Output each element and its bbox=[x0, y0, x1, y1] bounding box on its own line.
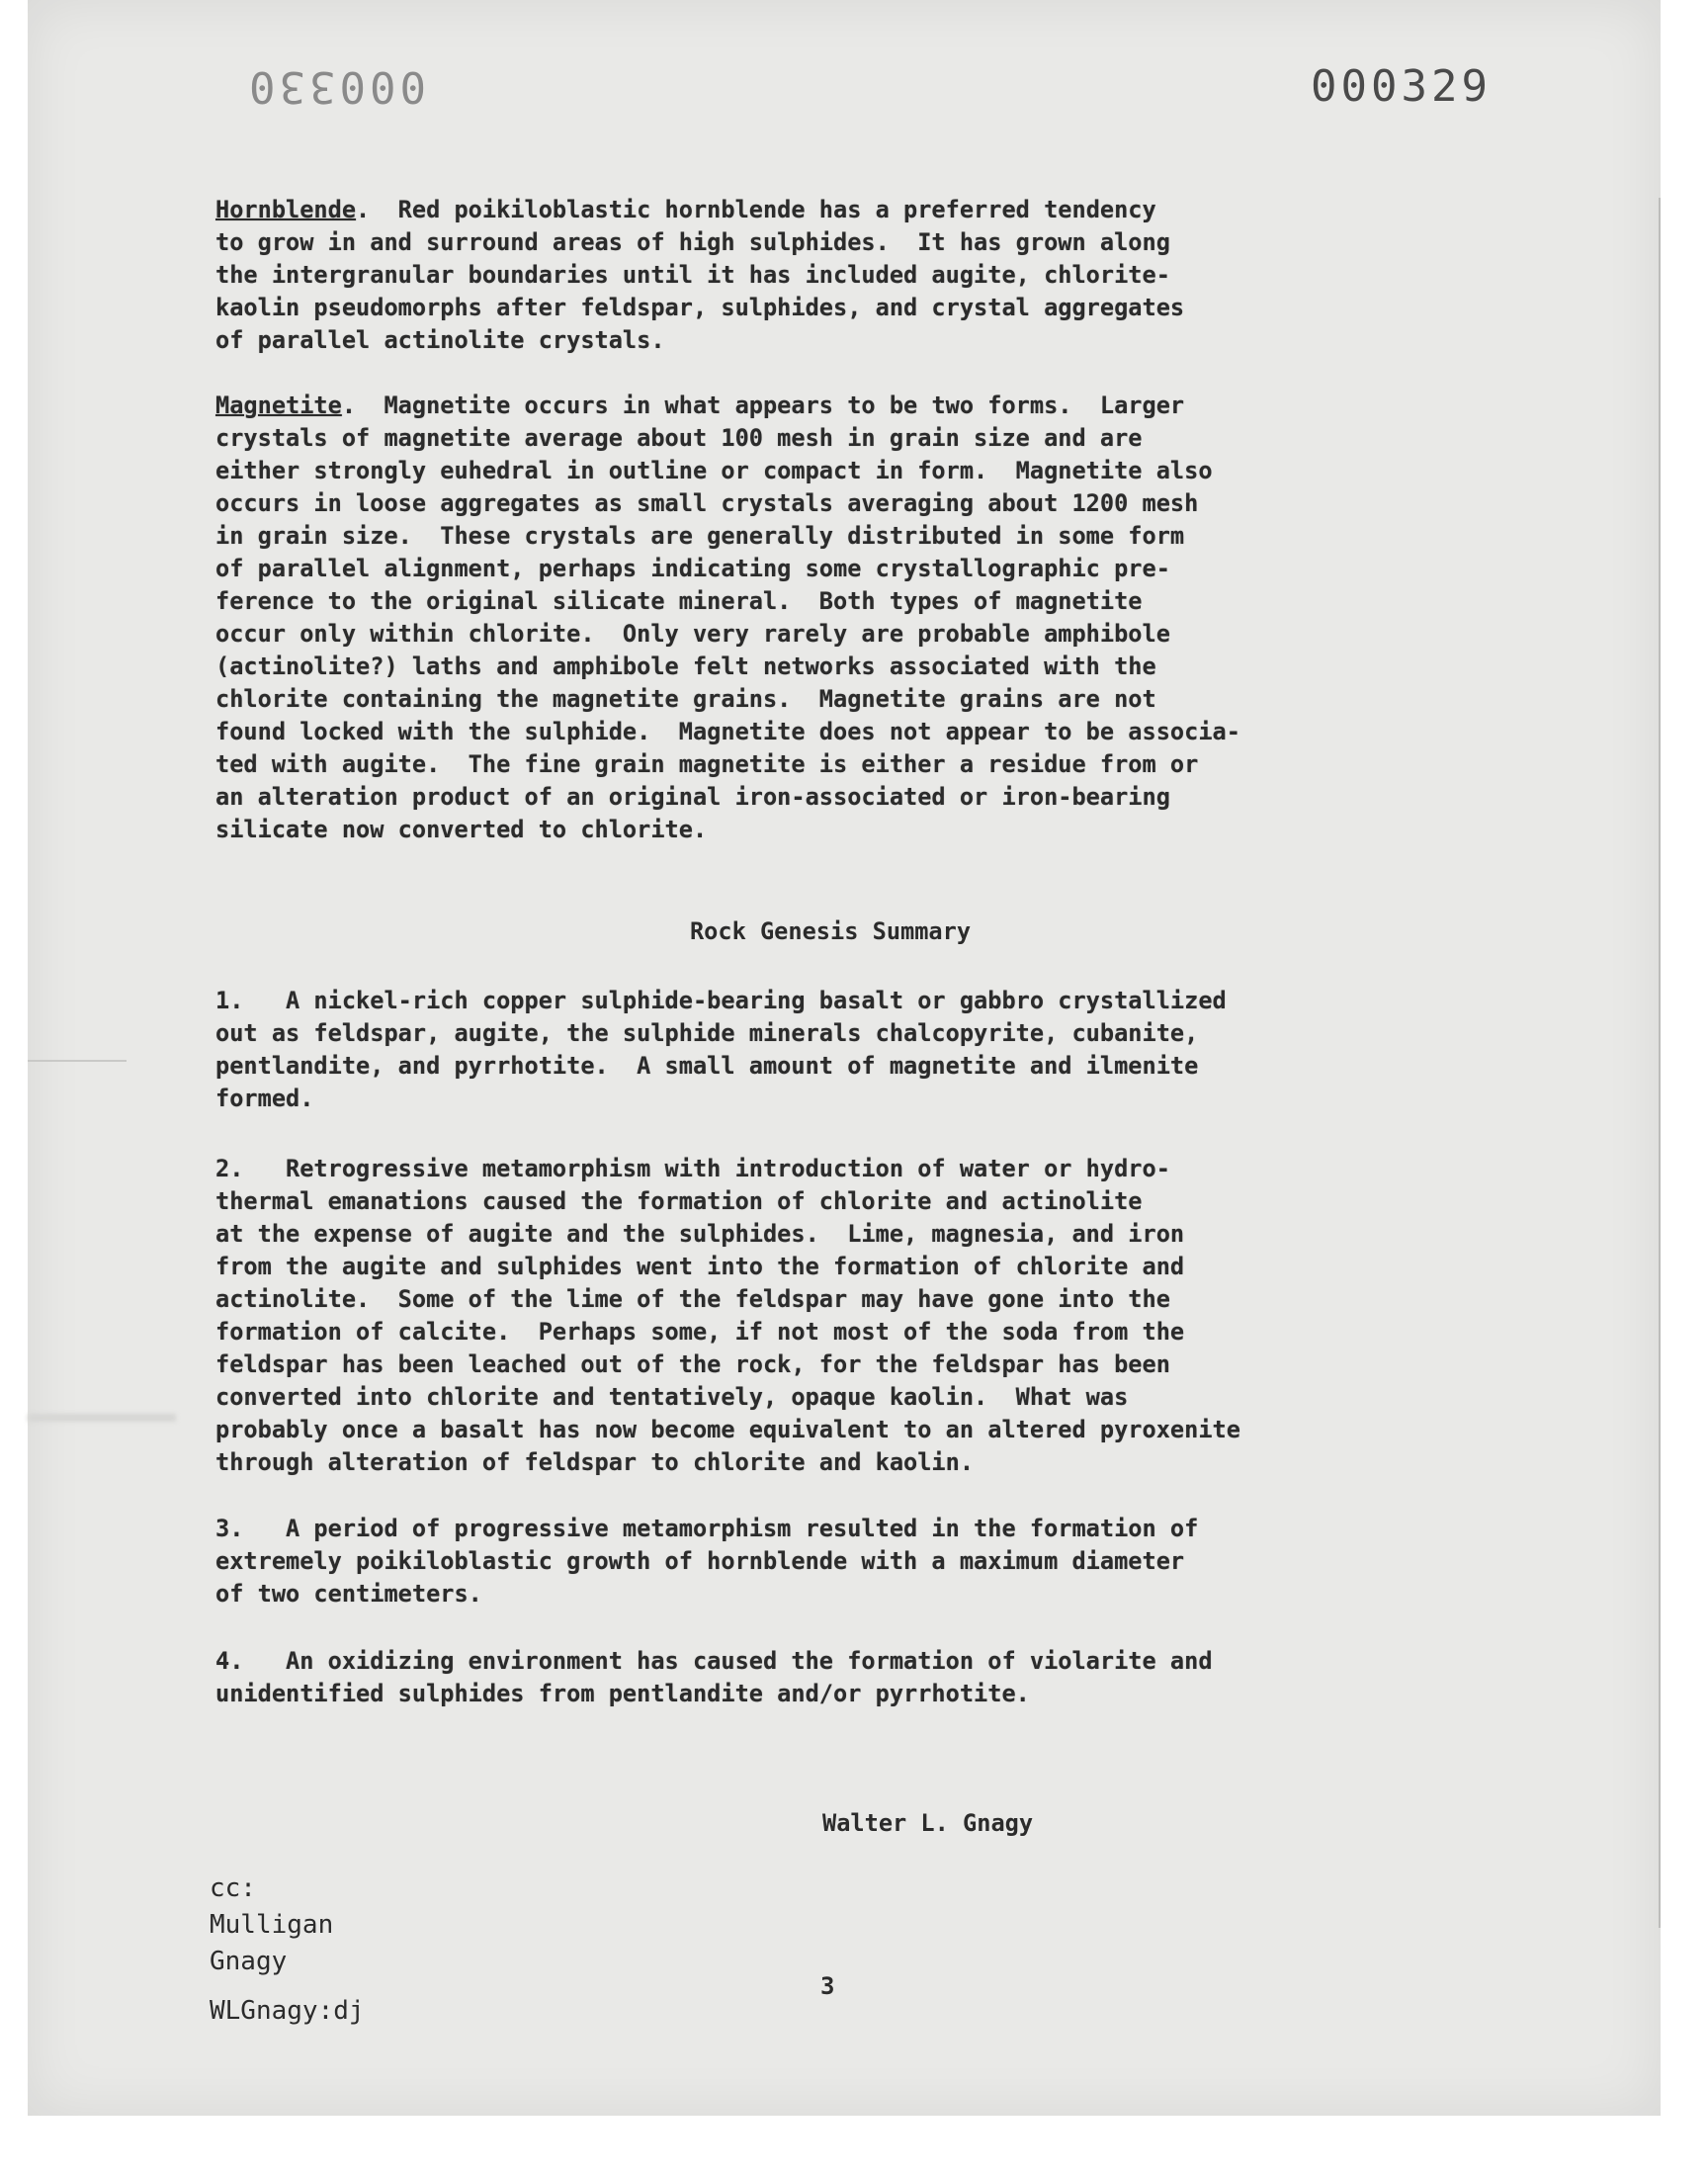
paragraph-line: of parallel actinolite crystals. bbox=[215, 326, 665, 354]
hornblende-paragraph bbox=[215, 194, 1441, 357]
paragraph-line: either strongly euhedral in outline or compact in form. Magnetite also bbox=[215, 457, 1213, 484]
paragraph-line: . Red poikiloblastic hornblende has a preferred tendency bbox=[356, 196, 1156, 223]
paragraph-line: chlorite containing the magnetite grains. Magnetite grains are not bbox=[215, 685, 1156, 713]
cc-label: cc: bbox=[210, 1873, 256, 1903]
paragraph-line: 1. A nickel-rich copper sulphide-bearing basalt or gabbro crystallized bbox=[215, 987, 1227, 1014]
paragraph-line: probably once a basalt has now become equivalent to an altered pyroxenite bbox=[215, 1416, 1240, 1443]
paragraph-line: at the expense of augite and the sulphides. Lime, magnesia, and iron bbox=[215, 1220, 1185, 1248]
paragraph-line: from the augite and sulphides went into the formation of chlorite and bbox=[215, 1253, 1185, 1280]
paragraph-line: an alteration product of an original iron-associated or iron-bearing bbox=[215, 783, 1170, 811]
scan-artifact bbox=[28, 1060, 127, 1062]
paragraph-line: the intergranular boundaries until it has included augite, chlorite- bbox=[215, 261, 1170, 289]
signature-name: Walter L. Gnagy bbox=[822, 1809, 1034, 1837]
paragraph-line: extremely poikiloblastic growth of hornblende with a maximum diameter bbox=[215, 1547, 1185, 1575]
paragraph-line: found locked with the sulphide. Magnetite does not appear to be associa- bbox=[215, 718, 1240, 745]
cc-block bbox=[210, 1870, 333, 1980]
paragraph-line: in grain size. These crystals are generally distributed in some form bbox=[215, 522, 1185, 550]
paragraph-line: to grow in and surround areas of high sulphides. It has grown along bbox=[215, 228, 1170, 256]
paragraph-line: through alteration of feldspar to chlorite and kaolin. bbox=[215, 1448, 975, 1476]
summary-item-4 bbox=[215, 1645, 1441, 1710]
paragraph-line: occur only within chlorite. Only very rarely are probable amphibole bbox=[215, 620, 1170, 648]
page-number: 3 bbox=[820, 1972, 835, 2000]
paragraph-line: formation of calcite. Perhaps some, if not most of the soda from the bbox=[215, 1318, 1185, 1346]
paragraph-line: kaolin pseudomorphs after feldspar, sulphides, and crystal aggregates bbox=[215, 294, 1185, 321]
paragraph-line: pentlandite, and pyrrhotite. A small amount of magnetite and ilmenite bbox=[215, 1052, 1199, 1080]
paragraph-line: occurs in loose aggregates as small crystals averaging about 1200 mesh bbox=[215, 489, 1199, 517]
scan-artifact bbox=[28, 1414, 176, 1422]
cc-name: Gnagy bbox=[210, 1947, 288, 1976]
paragraph-line: out as feldspar, augite, the sulphide minerals chalcopyrite, cubanite, bbox=[215, 1019, 1199, 1047]
paragraph-line: of parallel alignment, perhaps indicating some crystallographic pre- bbox=[215, 555, 1170, 582]
paragraph-line: formed. bbox=[215, 1085, 314, 1112]
bates-stamp: 000329 bbox=[1311, 61, 1492, 112]
bates-stamp-upside-down: 000330 bbox=[245, 61, 426, 112]
paragraph-line: of two centimeters. bbox=[215, 1580, 482, 1608]
paragraph-line: ference to the original silicate mineral. Both types of magnetite bbox=[215, 587, 1143, 615]
paragraph-line: feldspar has been leached out of the rock, for the feldspar has been bbox=[215, 1350, 1170, 1378]
paragraph-line: crystals of magnetite average about 100 mesh in grain size and are bbox=[215, 424, 1143, 452]
paragraph-line: actinolite. Some of the lime of the feldspar may have gone into the bbox=[215, 1285, 1170, 1313]
magnetite-lead: Magnetite bbox=[215, 392, 342, 419]
paragraph-line: 4. An oxidizing environment has caused the formation of violarite and bbox=[215, 1647, 1213, 1675]
paragraph-line: . Magnetite occurs in what appears to be two forms. Larger bbox=[341, 392, 1185, 419]
cc-name: Mulligan bbox=[210, 1910, 334, 1940]
summary-item-1 bbox=[215, 985, 1441, 1115]
summary-item-3 bbox=[215, 1513, 1441, 1610]
hornblende-lead: Hornblende bbox=[215, 196, 357, 223]
paragraph-line: (actinolite?) laths and amphibole felt networks associated with the bbox=[215, 652, 1156, 680]
paragraph-line: 2. Retrogressive metamorphism with introduction of water or hydro- bbox=[215, 1155, 1170, 1182]
summary-item-2 bbox=[215, 1153, 1441, 1479]
section-heading: Rock Genesis Summary bbox=[689, 917, 972, 945]
paragraph-line: thermal emanations caused the formation of chlorite and actinolite bbox=[215, 1187, 1143, 1215]
paragraph-line: unidentified sulphides from pentlandite and/or pyrrhotite. bbox=[215, 1680, 1030, 1707]
paragraph-line: silicate now converted to chlorite. bbox=[215, 816, 708, 843]
paragraph-line: converted into chlorite and tentatively, opaque kaolin. What was bbox=[215, 1383, 1129, 1411]
magnetite-paragraph bbox=[215, 390, 1441, 846]
typist-initials: WLGnagy:dj bbox=[210, 1996, 365, 2026]
paragraph-line: ted with augite. The fine grain magnetite is either a residue from or bbox=[215, 750, 1199, 778]
paragraph-line: 3. A period of progressive metamorphism resulted in the formation of bbox=[215, 1515, 1199, 1542]
